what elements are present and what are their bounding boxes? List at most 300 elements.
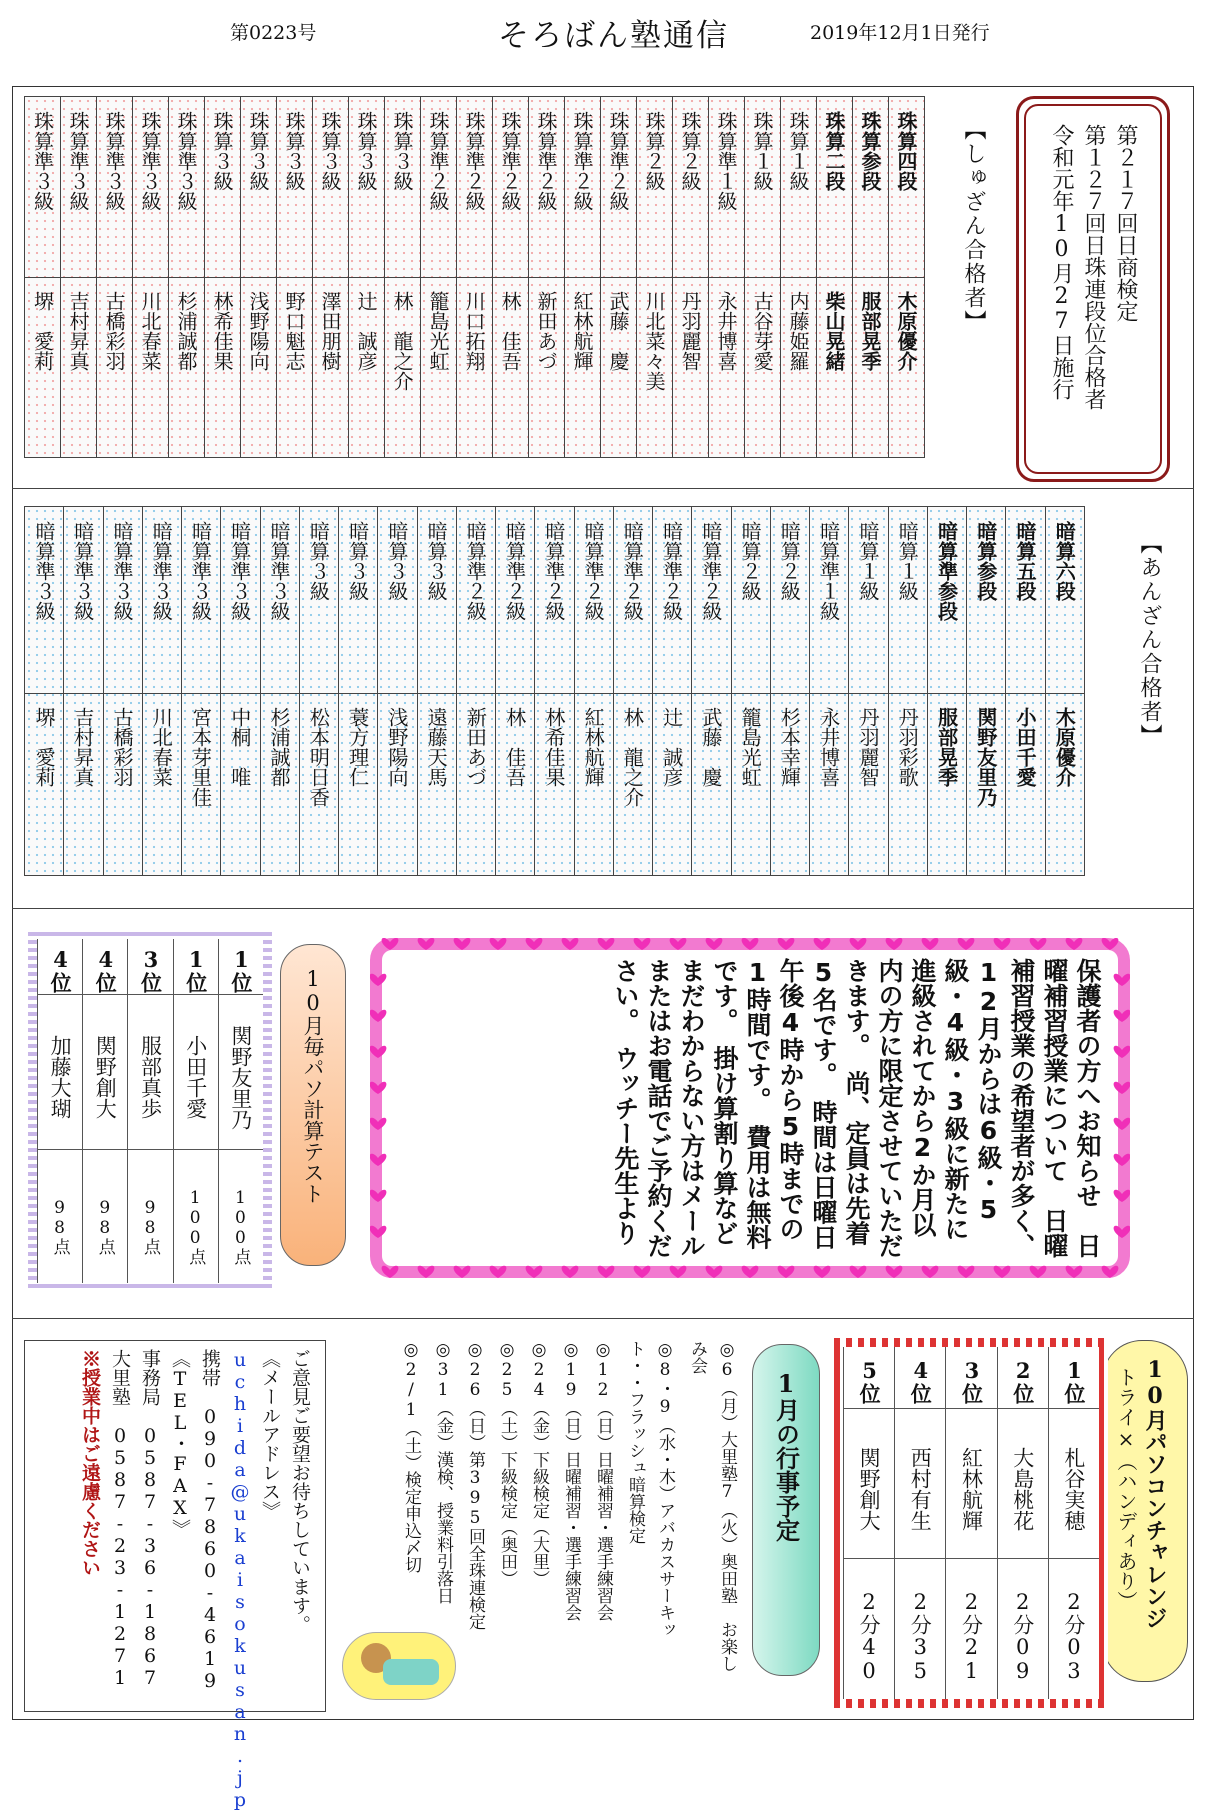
student-name: 籠島光虹 xyxy=(426,291,450,371)
shuzan-certificate-box xyxy=(1016,96,1170,482)
events-list xyxy=(390,1340,742,1680)
heart-icon xyxy=(598,938,615,950)
email-link[interactable]: uchida@ukaisokusan.jp xyxy=(229,1349,251,1811)
monthly-test-title xyxy=(280,944,346,1266)
student-name: 野口魁志 xyxy=(282,291,306,371)
grade-label: 珠算準２級 xyxy=(534,111,558,211)
anzan-column xyxy=(103,506,143,876)
anzan-column xyxy=(24,506,64,876)
certificate-line: 第２１７回日商検定 xyxy=(1113,124,1138,322)
student-name: 丹羽麗智 xyxy=(678,291,702,371)
monthly-value: 98点 xyxy=(94,1197,115,1255)
heart-icon xyxy=(1114,1226,1130,1238)
anzan-column xyxy=(260,506,300,876)
certificate-line: 令和元年10月27日施行 xyxy=(1049,124,1074,400)
shuzan-column xyxy=(852,96,889,458)
event-item: ◎19（日）日曜補習・選手練習会 xyxy=(561,1340,581,1621)
student-name: 内藤姫羅 xyxy=(786,291,810,371)
heart-icon xyxy=(370,1118,386,1130)
heart-icon xyxy=(1030,938,1047,950)
anzan-column xyxy=(338,506,378,876)
newsletter-header xyxy=(0,8,1212,54)
grade-label: 暗算準３級 xyxy=(267,521,292,621)
ranked-name: 小田千愛 xyxy=(174,995,218,1150)
grade-label: 珠算参段 xyxy=(858,111,882,191)
student-name: 服部晃季 xyxy=(934,707,959,787)
heart-icon xyxy=(1102,938,1119,950)
shuzan-column xyxy=(528,96,565,458)
heart-icon xyxy=(814,938,831,950)
shuzan-column xyxy=(312,96,349,458)
ranked-name: 関野創大 xyxy=(83,995,127,1150)
student-name: 永井博喜 xyxy=(816,707,841,787)
certificate-text xyxy=(1045,106,1141,472)
heart-icon xyxy=(370,974,386,986)
grade-label: 暗算準２級 xyxy=(541,521,566,621)
student-name: 柴山晃緒 xyxy=(822,291,846,371)
challenge-value: 2分03 xyxy=(1061,1589,1086,1683)
heart-icon xyxy=(526,1266,543,1278)
shuzan-column xyxy=(564,96,601,458)
anzan-column xyxy=(574,506,614,876)
anzan-column xyxy=(299,506,339,876)
rank-label: 3位 xyxy=(128,939,172,995)
grade-label: 暗算１級 xyxy=(895,521,920,601)
divider xyxy=(12,488,1194,489)
challenge-row xyxy=(894,1347,945,1699)
ranked-name: 関野創大 xyxy=(844,1409,894,1559)
student-name: 服部晃季 xyxy=(858,291,882,371)
rank-label: 4位 xyxy=(83,939,127,995)
grade-label: 珠算準３級 xyxy=(138,111,162,211)
student-name: 武藤 慶 xyxy=(606,291,630,371)
heart-icon xyxy=(634,1266,651,1278)
newsletter-title: そろばん塾通信 xyxy=(498,18,729,54)
challenge-ranking xyxy=(834,1338,1108,1708)
heart-icon xyxy=(1114,1046,1130,1058)
contact-intro: ご意見ご要望お待ちしています。 xyxy=(289,1349,311,1634)
student-name: 木原優介 xyxy=(894,291,918,371)
events-title xyxy=(752,1344,820,1676)
monthly-row xyxy=(173,939,218,1283)
shuzan-column xyxy=(636,96,673,458)
monthly-value: 98点 xyxy=(49,1197,70,1255)
student-name: 浅野陽向 xyxy=(384,707,409,787)
student-name: 木原優介 xyxy=(1052,707,1077,787)
heart-icon xyxy=(814,1266,831,1278)
student-name: 川北春菜 xyxy=(138,291,162,371)
grade-label: 珠算準３級 xyxy=(102,111,126,211)
shuzan-column xyxy=(204,96,241,458)
teacher-illustration xyxy=(342,1632,456,1700)
grade-label: 暗算準３級 xyxy=(70,521,95,621)
event-item: ◎24（金）下級検定（大里） xyxy=(529,1340,549,1587)
grade-label: 暗算六段 xyxy=(1052,521,1077,601)
heart-icon xyxy=(418,938,435,950)
grade-label: 暗算準３級 xyxy=(32,521,57,621)
grade-label: 珠算準２級 xyxy=(498,111,522,211)
anzan-column xyxy=(927,506,967,876)
heart-icon xyxy=(1102,1266,1119,1278)
anzan-column xyxy=(377,506,417,876)
heart-icon xyxy=(490,938,507,950)
heart-icon xyxy=(370,1010,386,1022)
grade-label: 珠算３級 xyxy=(354,111,378,191)
student-name: 林希佳果 xyxy=(541,707,566,787)
heart-icon xyxy=(418,1266,435,1278)
heart-icon xyxy=(994,1266,1011,1278)
grade-label: 珠算準３級 xyxy=(174,111,198,211)
shuzan-column xyxy=(132,96,169,458)
student-name: 林希佳果 xyxy=(210,291,234,371)
student-name: 古橋彩羽 xyxy=(102,291,126,371)
rank-label: 4位 xyxy=(895,1347,945,1409)
grade-label: 珠算準３級 xyxy=(30,111,55,211)
certificate-line: 第１２７回日珠連段位合格者 xyxy=(1081,124,1106,410)
ranked-name: 関野友里乃 xyxy=(219,995,263,1150)
heart-icon xyxy=(370,1154,386,1166)
grade-label: 暗算準参段 xyxy=(934,521,959,621)
event-item: ◎8・9（水・木）アバカスサーキット・・フラッシュ暗算検定 xyxy=(625,1340,675,1638)
divider xyxy=(12,1318,1194,1319)
student-name: 林 佳吾 xyxy=(502,707,527,787)
monthly-value: 100点 xyxy=(230,1187,251,1265)
shuzan-column xyxy=(168,96,205,458)
student-name: 川北菜々美 xyxy=(642,291,666,391)
monthly-test-title-text: 10月毎パソ計算テスト xyxy=(301,967,325,1204)
anzan-column xyxy=(966,506,1006,876)
student-name: 紅林航輝 xyxy=(570,291,594,371)
student-name: 丹羽麗智 xyxy=(856,707,881,787)
ranked-name: 服部真歩 xyxy=(128,995,172,1150)
challenge-subtitle: トライ×（ハンディあり） xyxy=(1114,1367,1138,1611)
student-name: 吉村昇真 xyxy=(70,707,95,787)
shuzan-column xyxy=(672,96,709,458)
grade-label: 暗算準１級 xyxy=(816,521,841,621)
student-name: 堺 愛莉 xyxy=(30,291,55,371)
ranked-name: 札谷実穂 xyxy=(1049,1409,1099,1559)
heart-icon xyxy=(958,938,975,950)
challenge-row xyxy=(843,1347,894,1699)
grade-label: 暗算準２級 xyxy=(659,521,684,621)
shuzan-column xyxy=(888,96,925,458)
anzan-column xyxy=(181,506,221,876)
student-name: 小田千愛 xyxy=(1013,707,1038,787)
heart-icon xyxy=(706,1266,723,1278)
heart-icon xyxy=(1114,1190,1130,1202)
shuzan-column xyxy=(240,96,277,458)
anzan-column xyxy=(848,506,888,876)
monthly-test-ranking xyxy=(28,930,272,1292)
notice-text: 保護者の方へお知らせ 日曜補習授業について 日曜補習授業の希望者が多く、12月からは6級・5級・4級・3級に新たに進級されてから2か月以内の方に限定させていただきます。 尚、定員は先着5名です。 時間は日曜日午後4時から5時までの1時間です。 費用は無料です。 掛け算割り算などまだわからない方はメールまたはお電話でご予約ください。 ウッチー先生より xyxy=(611,958,1102,1258)
event-item: ◎25（土）下級検定（奥田） xyxy=(497,1340,517,1587)
challenge-title: 10月パソコンチャレンジ xyxy=(1142,1357,1168,1629)
challenge-row xyxy=(945,1347,996,1699)
shuzan-column xyxy=(96,96,133,458)
heart-icon xyxy=(850,1266,867,1278)
heart-icon xyxy=(670,1266,687,1278)
anzan-column xyxy=(1045,506,1085,876)
heart-icon xyxy=(370,1082,386,1094)
anzan-column xyxy=(809,506,849,876)
heart-icon xyxy=(382,1266,399,1278)
ranked-name: 大島桃花 xyxy=(998,1409,1048,1559)
grade-label: 暗算準２級 xyxy=(581,521,606,621)
student-name: 杉本幸輝 xyxy=(777,707,802,787)
student-name: 林 佳吾 xyxy=(498,291,522,371)
student-name: 杉浦誠都 xyxy=(267,707,292,787)
student-name: 林 龍之介 xyxy=(620,707,645,807)
grade-label: 珠算準２級 xyxy=(606,111,630,211)
rank-label: 2位 xyxy=(998,1347,1048,1409)
anzan-column xyxy=(691,506,731,876)
shuzan-column xyxy=(24,96,61,458)
ranked-name: 西村有生 xyxy=(895,1409,945,1559)
student-name: 堺 愛莉 xyxy=(32,707,57,787)
tel-label: 《TEL・FAX》 xyxy=(169,1349,191,1538)
shuzan-column xyxy=(492,96,529,458)
anzan-label: 【あんざん合格者】 xyxy=(1137,532,1162,748)
shuzan-column xyxy=(744,96,781,458)
anzan-column xyxy=(417,506,457,876)
heart-icon xyxy=(886,938,903,950)
monthly-row xyxy=(37,939,82,1283)
anzan-column xyxy=(456,506,496,876)
events-title-text: 1月の行事予定 xyxy=(771,1369,801,1542)
heart-icon xyxy=(1066,1266,1083,1278)
student-name: 新田あづ xyxy=(463,707,488,787)
grade-label: 珠算準２級 xyxy=(570,111,594,211)
grade-label: 珠算準２級 xyxy=(462,111,486,211)
anzan-column xyxy=(142,506,182,876)
student-name: 川北春菜 xyxy=(149,707,174,787)
heart-icon xyxy=(370,1046,386,1058)
student-name: 新田あづ xyxy=(534,291,558,371)
student-name: 松本明日香 xyxy=(306,707,331,807)
student-name: 蓑方理仁 xyxy=(345,707,370,787)
grade-label: 暗算準３級 xyxy=(188,521,213,621)
grade-label: 暗算３級 xyxy=(384,521,409,601)
shuzan-column xyxy=(276,96,313,458)
anzan-column xyxy=(1005,506,1045,876)
grade-label: 珠算準３級 xyxy=(66,111,90,211)
heart-icon xyxy=(370,1190,386,1202)
heart-icon xyxy=(706,938,723,950)
rank-label: 1位 xyxy=(219,939,263,995)
heart-icon xyxy=(1066,938,1083,950)
challenge-value: 2分21 xyxy=(959,1589,984,1683)
rank-label: 1位 xyxy=(1049,1347,1099,1409)
heart-icon xyxy=(670,938,687,950)
grade-label: 暗算３級 xyxy=(345,521,370,601)
challenge-value: 2分35 xyxy=(908,1589,933,1683)
grade-label: 珠算３級 xyxy=(246,111,270,191)
grade-label: 暗算２級 xyxy=(738,521,763,601)
rank-label: 3位 xyxy=(946,1347,996,1409)
student-name: 紅林航輝 xyxy=(581,707,606,787)
heart-icon xyxy=(778,1266,795,1278)
rank-label: 1位 xyxy=(174,939,218,995)
heart-icon xyxy=(562,938,579,950)
grade-label: 暗算準３級 xyxy=(110,521,135,621)
grade-label: 暗算３級 xyxy=(306,521,331,601)
shuzan-label: 【しゅざん合格者】 xyxy=(961,118,986,334)
event-item: ◎26（日）第395回全珠連検定 xyxy=(465,1340,485,1630)
heart-icon xyxy=(742,938,759,950)
shuzan-column xyxy=(780,96,817,458)
ranked-name: 加藤大瑚 xyxy=(38,995,82,1150)
grade-label: 暗算準２級 xyxy=(620,521,645,621)
student-name: 澤田朋樹 xyxy=(318,291,342,371)
challenge-value: 2分40 xyxy=(857,1589,882,1683)
issue-number: 第0223号 xyxy=(230,22,317,44)
heart-icon xyxy=(454,1266,471,1278)
contact-box xyxy=(24,1340,326,1811)
heart-icon xyxy=(778,938,795,950)
student-name: 辻 誠彦 xyxy=(659,707,684,787)
heart-icon xyxy=(382,938,399,950)
divider xyxy=(12,908,1194,909)
grade-label: 暗算準２級 xyxy=(502,521,527,621)
challenge-row xyxy=(997,1347,1048,1699)
anzan-column xyxy=(63,506,103,876)
grade-label: 暗算２級 xyxy=(777,521,802,601)
shuzan-column xyxy=(708,96,745,458)
grade-label: 暗算３級 xyxy=(424,521,449,601)
student-name: 籠島光虹 xyxy=(738,707,763,787)
student-name: 関野友里乃 xyxy=(973,707,998,807)
rank-label: 4位 xyxy=(38,939,82,995)
anzan-table xyxy=(24,506,1084,876)
rank-label: 5位 xyxy=(844,1347,894,1409)
anzan-column xyxy=(731,506,771,876)
monthly-row xyxy=(218,939,263,1283)
challenge-value: 2分09 xyxy=(1010,1589,1035,1683)
office-number: 事務局 0587-36-1867 xyxy=(139,1349,161,1689)
grade-label: 珠算準１級 xyxy=(714,111,738,211)
grade-label: 珠算３級 xyxy=(318,111,342,191)
challenge-row xyxy=(1048,1347,1099,1699)
heart-icon xyxy=(1114,1118,1130,1130)
student-name: 丹羽彩歌 xyxy=(895,707,920,787)
heart-icon xyxy=(922,938,939,950)
student-name: 吉村昇真 xyxy=(66,291,90,371)
heart-icon xyxy=(370,1226,386,1238)
shuzan-table xyxy=(24,96,924,458)
heart-icon xyxy=(958,1266,975,1278)
grade-label: 暗算五段 xyxy=(1013,521,1038,601)
grade-label: 珠算２級 xyxy=(642,111,666,191)
grade-label: 暗算準２級 xyxy=(463,521,488,621)
anzan-column xyxy=(534,506,574,876)
grade-label: 暗算参段 xyxy=(973,521,998,601)
heart-icon xyxy=(562,1266,579,1278)
issue-date: 2019年12月1日発行 xyxy=(810,22,990,44)
heart-icon xyxy=(1114,1154,1130,1166)
heart-icon xyxy=(490,1266,507,1278)
grade-label: 珠算１級 xyxy=(750,111,774,191)
heart-icon xyxy=(454,938,471,950)
monthly-row xyxy=(127,939,172,1283)
monthly-value: 98点 xyxy=(139,1197,160,1255)
anzan-column xyxy=(770,506,810,876)
anzan-column xyxy=(888,506,928,876)
student-name: 林 龍之介 xyxy=(390,291,414,391)
heart-icon xyxy=(598,1266,615,1278)
grade-label: 暗算１級 xyxy=(856,521,881,601)
heart-icon xyxy=(742,1266,759,1278)
grade-label: 珠算３級 xyxy=(390,111,414,191)
student-name: 川口拓翔 xyxy=(462,291,486,371)
heart-icon xyxy=(1114,974,1130,986)
anzan-column xyxy=(613,506,653,876)
mail-label: 《メールアドレス》 xyxy=(259,1349,281,1520)
anzan-column xyxy=(220,506,260,876)
heart-icon xyxy=(1114,1082,1130,1094)
heart-icon xyxy=(994,938,1011,950)
shuzan-column xyxy=(60,96,97,458)
heart-icon xyxy=(1114,1010,1130,1022)
osato-number: 大里塾 0587-23-1271 xyxy=(109,1349,131,1689)
student-name: 宮本芽里佳 xyxy=(188,707,213,807)
anzan-column xyxy=(652,506,692,876)
mobile-number: 携帯 090-7860-4619 xyxy=(199,1349,221,1692)
grade-label: 珠算２級 xyxy=(678,111,702,191)
grade-label: 珠算二段 xyxy=(822,111,846,191)
grade-label: 珠算四段 xyxy=(894,111,918,191)
student-name: 杉浦誠都 xyxy=(174,291,198,371)
student-name: 永井博喜 xyxy=(714,291,738,371)
grade-label: 珠算３級 xyxy=(282,111,306,191)
shuzan-column xyxy=(456,96,493,458)
event-item: ◎31（金）漢検、授業料引落日 xyxy=(433,1340,453,1604)
grade-label: 暗算準３級 xyxy=(227,521,252,621)
event-item: ◎2/1（土）検定申込〆切 xyxy=(401,1340,421,1573)
heart-icon xyxy=(634,938,651,950)
student-name: 武藤 慶 xyxy=(699,707,724,787)
ranked-name: 紅林航輝 xyxy=(946,1409,996,1559)
heart-icon xyxy=(850,938,867,950)
event-item: ◎6（月）大里塾7（火）奥田塾 お楽しみ会 xyxy=(687,1340,737,1672)
shuzan-column xyxy=(600,96,637,458)
shuzan-column xyxy=(384,96,421,458)
monthly-value: 100点 xyxy=(185,1187,206,1265)
anzan-column xyxy=(495,506,535,876)
heart-icon xyxy=(922,1266,939,1278)
notice-box xyxy=(370,938,1130,1278)
student-name: 遠藤天馬 xyxy=(424,707,449,787)
heart-icon xyxy=(1030,1266,1047,1278)
monthly-row xyxy=(82,939,127,1283)
event-item: ◎12（日）日曜補習・選手練習会 xyxy=(593,1340,613,1621)
student-name: 古谷芽愛 xyxy=(750,291,774,371)
shuzan-column xyxy=(348,96,385,458)
heart-icon xyxy=(526,938,543,950)
student-name: 辻 誠彦 xyxy=(354,291,378,371)
grade-label: 珠算３級 xyxy=(210,111,234,191)
student-name: 古橋彩羽 xyxy=(110,707,135,787)
warning-text: ※授業中はご遠慮ください xyxy=(79,1349,101,1577)
grade-label: 珠算準２級 xyxy=(426,111,450,211)
grade-label: 暗算準２級 xyxy=(699,521,724,621)
grade-label: 珠算１級 xyxy=(786,111,810,191)
student-name: 中桐 唯 xyxy=(227,707,252,787)
shuzan-column xyxy=(420,96,457,458)
heart-icon xyxy=(886,1266,903,1278)
shuzan-column xyxy=(816,96,853,458)
challenge-title-pill xyxy=(1102,1340,1188,1682)
grade-label: 暗算準３級 xyxy=(149,521,174,621)
